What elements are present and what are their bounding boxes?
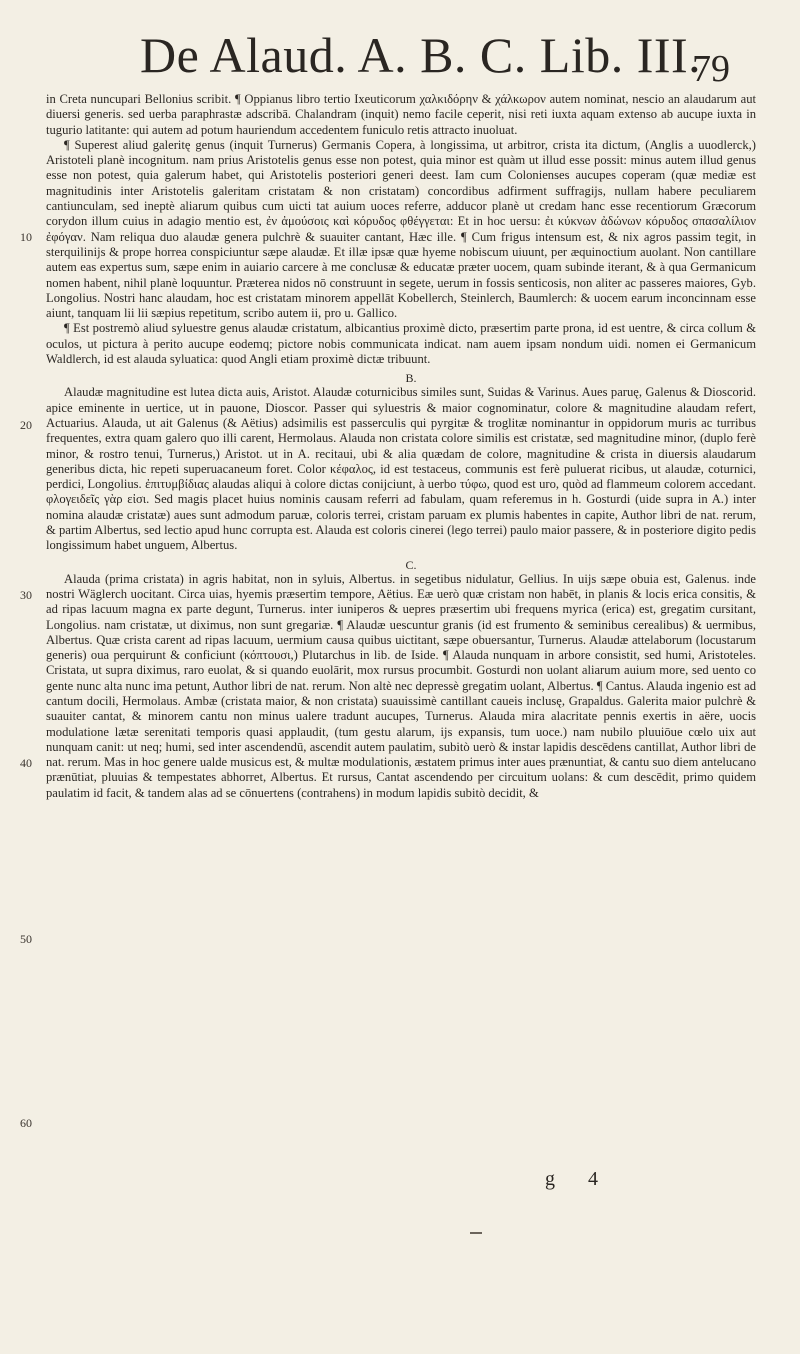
line-number: 30 — [20, 588, 32, 602]
page-header — [140, 22, 760, 102]
paragraph: ¶ Superest aliud galeritę genus (inquit Turnerus) Germanis Copera, à longissima, ut arbitror, crista ita dictum, (Anglis a uuodlerck,) Aristoteli planè incognitum. nam prius Aristotelis genus esse non potest, quia minor est quàm ut illud esse possit: minus autem illud genus esse non potest, quia galerum habet, qui Aristotelis posteriori generi deest. Iam cum Colonienses aucupes coperam (quæ mediæ est magnitudinis inter Aristotelis galeritam cristatam & non cristatam) concordibus adfirment suffragijs, nullam habere peculiarem cantiunculam, sed ineptè aliarum quibus cum uicti tat auium uoces referre, adducor planè ut credam hanc esse recentiorum Græcorum corydon illum cuius in adagio mentio est, ἐν ἀμούσοις καὶ κόρυδος φθέγγεται: Et in hoc uersu: ἐι κύκνων ἀδώνων κόρυδος σπασαλίλιον ἐφόγαν. Nam reliqua duo alaudæ genera pulchrè & suauiter cantant, Hæc ille. ¶ Cum frigus intensum est, & nix agros passim tegit, in sterquilinijs & prope horrea conspiciuntur sæpe alaudæ. Et illæ ipsæ quæ hyeme nobiscum uiuunt, per æquinoctium auolant. Non cantillare autem eas expertus sum, sæpe enim in auiario carcere à me conclusæ & educatæ præter uocem, quam subinde iterant, & à qua Germanicum nomen habent, nihil planè loquuntur. Præterea nidos nō construunt in segete, uerum in fossis senticosis, non aliter ac passeres maiores, Gyb. Longolius. Nostri hanc alaudam, hoc est cristatam minorem appellāt Kobellerch, Steinlerch, Baumlerch: & uocem earum inconcinnam esse aiunt, tanquam lii lii sæpius repetitum, scribo autem ii, pro u. Gallico. — [46, 137, 756, 321]
text-body — [46, 92, 756, 801]
folio-number: 79 — [692, 48, 730, 90]
paragraph: in Creta nuncupari Bellonius scribit. ¶ Oppianus libro tertio Ixeuticorum χαλκιδόρην & χάλκωρον autem nominat, nescio an alaudarum aut diuersi generis. sed uerba paraphrastæ adscribā. Chalandram (inquit) nemo facile ceperit, nisi reti iuxta aquam extenso ab aucupe iuxta in tugurio latitante: qui autem ad potum hauriendum accedentem funiculo retis attracto inuoluat. — [46, 92, 756, 137]
line-number: 10 — [20, 230, 32, 244]
ink-mark — [470, 1232, 482, 1234]
section-letter: C. — [405, 557, 417, 572]
paragraph: Alaudæ magnitudine est lutea dicta auis, Aristot. Alaudæ coturnicibus similes sunt, Suidas & Varinus. Aues paruę, Galenus & Dioscorid. apice eminente in uertice, ut in pauone, Dioscor. Passer qui syluestris & maior cognominatur, colore & magnitudine alaudam refert, Actuarius. Alauda, ut ait Galenus (& Aëtius) adsimilis est passerculis qui pyrgitæ & troglitæ nominantur in oppidorum muris ac turribus frequentes, extra quam galero quo illi carent, Hermolaus. Alauda non cristata colore similis est cristatæ, sed magnitudine minor, (duplo ferè minor, & rostro tenui, Turnerus,) Aristot. ut in A. recitaui, ubi & alia quædam de colore, magnitudine & crista in diuersis alaudarum generibus dicta, hic repeti superuacaneum foret. Color κέφαλος, id est testaceus, communis est ferè puluerat ricibus, ut alaudæ, coturnici, perdici, Longolius. ἐπιτυμβίδιας alaudas aliqui à colore dictas conijciunt, à uerbo τύφω, quod est uro, quòd ad flammeum colorem accedant. φλογειδεῖς γὰρ εἰσι. Sed magis placet huius nominis causam referri ad fabulam, quam referemus in h. Gosturdi (uide supra in A.) inter nomina alaudæ cristatæ) aues sunt admodum paruæ, coloris terrei, cristam paruam ex plumis habentes in capite, Author libri de nat. rerum, & partim Albertus, sed lectio apud hunc corrupta est. Alauda est coloris cinerei (lego terrei) paulo maior passere, & in posteriore digito pedis longissimum habet unguem, Albertus. — [46, 385, 756, 553]
running-head: De Alaud. A. B. C. Lib. III. — [140, 27, 702, 83]
section-letter: B. — [405, 371, 417, 386]
section-b — [46, 371, 756, 553]
signature-mark: g 4 — [545, 1168, 612, 1190]
section-c — [46, 558, 756, 801]
line-number: 20 — [20, 418, 32, 432]
line-number: 50 — [20, 932, 32, 946]
paragraph: ¶ Est postremò aliud syluestre genus alaudæ cristatum, albicantius proximè dicto, præsertim parte prona, id est uentre, & circa collum & oculos, ut pictura à perito aucupe eodemq; pictore nobis communicata indicat. nam auem ipsam nondum uidi. nomen ei Germanicum Waldlerch, id est alauda syluatica: quod Angli etiam proximè dictæ tribuunt. — [46, 321, 756, 367]
section-a — [46, 92, 756, 367]
line-number: 40 — [20, 756, 32, 770]
paragraph: Alauda (prima cristata) in agris habitat, non in syluis, Albertus. in segetibus nidulatur, Gellius. In uijs sæpe obuia est, Galenus. inde nostri Wäglerch uocitant. Circa uias, hyemis præsertim tempore, Aëtius. Eæ uerò quæ cristam non habēt, in planis & locis erica consitis, & ad ripas lacuum magna ex parte degunt, Turnerus. inter iuniperos & uepres præsertim ubi frequens myrica (erica) est, gregatim cursitant, Longolius. nam cristatæ, ut diximus, non sunt gregariæ. ¶ Alaudæ uescuntur granis (id est frumento & seminibus cerealibus) & uermibus, Albertus. Quæ crista carent ad ripas lacuum, uermium causa quibus uictitant, sæpe obuersantur, Turnerus. Alaudæ attelaborum (locustarum generis) oua perquirunt & conficiunt (κόπτουσι,) Plutarchus in lib. de Iside. ¶ Alauda nunquam in arbore consistit, sed humi, Aristoteles. Cristata, ut supra diximus, raro euolat, & si quando euolārit, mox rursus procumbit. Gosturdi non uolant aliarum auium more, sed uento co gente nunc alta nunc ima petunt, Author libri de nat. rerum. Non altè nec depressè gregatim uolant, Albertus. ¶ Cantus. Alauda ingenio est ad cantum docili, Hermolaus. Ambæ (cristata maior, & non cristata) suauissimè cantillant caueis inclusę, Grapaldus. Galerita maior pulchrè & suauiter cantat, & minorem cantu non minus ualere tradunt aucupes, Turnerus. Alauda mira alacritate pennis exertis in aëre, uocis modulatione lætæ serenitati temporis quasi applaudit, (tum gestu alarum, ijs expansis, tum uoce.) nam nubilo pluuiōue cœlo uix aut nunquam canit: ut neq; humi, sed inter ascendendū, ascendit autem paulatim, subitò uerò & instar lapidis descēdens cantillat, Author libri de nat. rerum. Mas in hoc genere ualde musicus est, & multæ modulationis, æstatem primus inter aues prænuntiat, & cantu suo diem antelucano prænūtiat, pluuias & tempestates abhorret, Albertus. Et rursus, Cantat ascendendo per circuitum uolans: & cum descēdit, primo quidem paulatim id facit, & tandem alas ad se cōnuertens (contrahens) in modum lapidis subitò decidit, & — [46, 571, 757, 800]
line-number: 60 — [20, 1116, 32, 1130]
